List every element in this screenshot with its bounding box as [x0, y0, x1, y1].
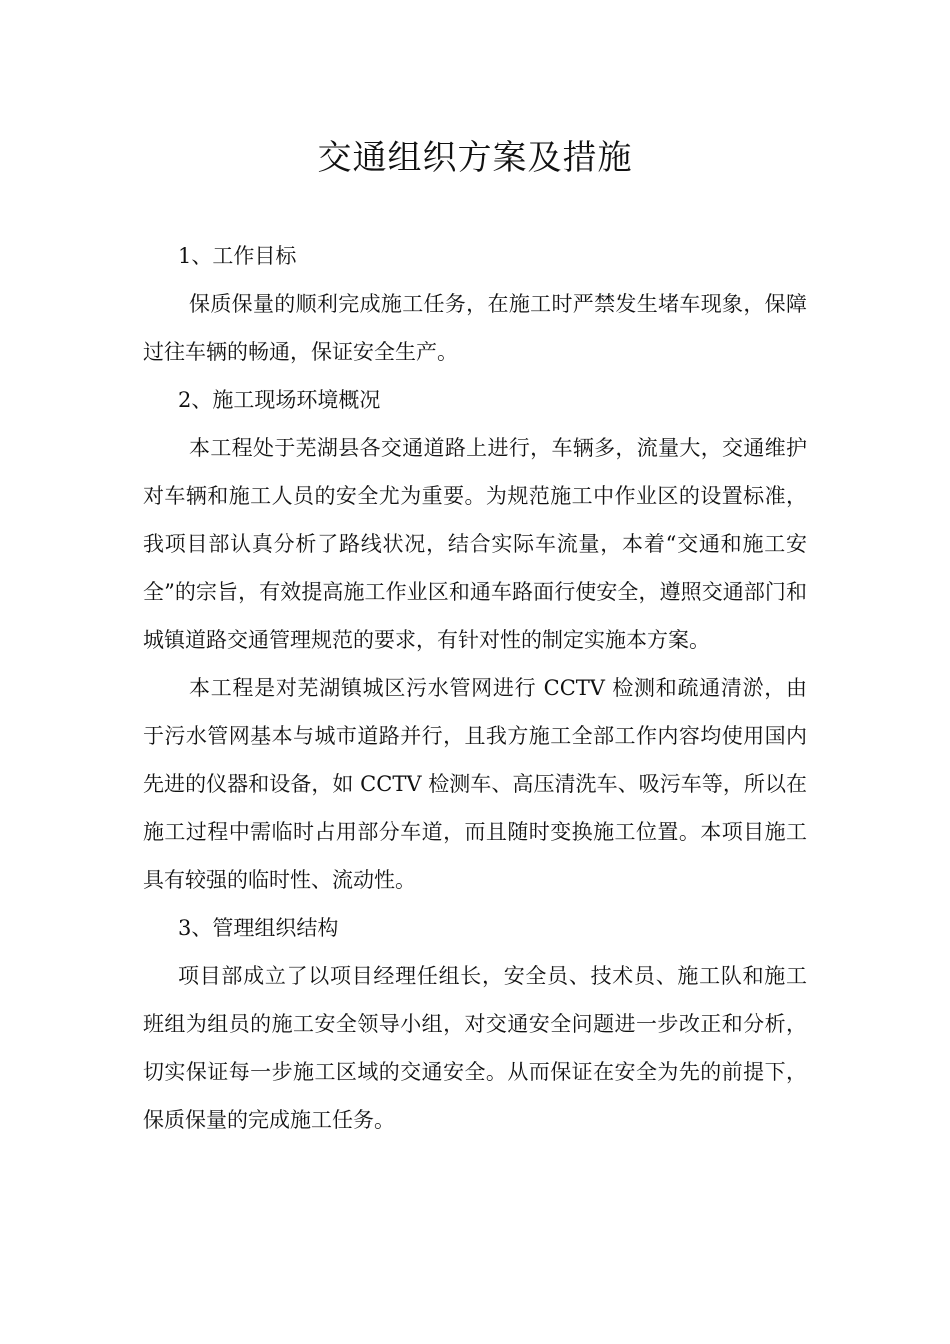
document-title: 交通组织方案及措施 [317, 138, 633, 178]
section-heading-work-goal: 1、工作目标 [178, 244, 297, 268]
paragraph-work-goal: 保质保量的顺利完成施工任务，在施工时严禁发生堵车现象，保障过往车辆的畅通，保证安全生产。 [143, 292, 807, 364]
paragraph-site-environment-2: 本工程是对芜湖镇城区污水管网进行 CCTV 检测和疏通清淤，由于污水管网基本与城市道路并行，且我方施工全部工作内容均使用国内先进的仪器和设备，如 CCTV 检测车、高压清洗车、吸污车等，所以在施工过程中需临时占用部分车道，而且随时变换施工位置。本项目施工具有较强的临时性、流动性。 [143, 676, 807, 892]
section-heading-management-structure: 3、管理组织结构 [178, 916, 339, 940]
document-body [143, 232, 807, 1144]
paragraph-management-structure: 项目部成立了以项目经理任组长，安全员、技术员、施工队和施工班组为组员的施工安全领导小组，对交通安全问题进一步改正和分析，切实保证每一步施工区域的交通安全。从而保证在安全为先的前提下，保质保量的完成施工任务。 [143, 964, 807, 1132]
paragraph-site-environment-1: 本工程处于芜湖县各交通道路上进行，车辆多，流量大，交通维护对车辆和施工人员的安全尤为重要。为规范施工中作业区的设置标准，我项目部认真分析了路线状况，结合实际车流量，本着“交通和施工安全”的宗旨，有效提高施工作业区和通车路面行使安全，遵照交通部门和城镇道路交通管理规范的要求，有针对性的制定实施本方案。 [143, 436, 807, 652]
section-heading-site-environment: 2、施工现场环境概况 [178, 388, 381, 412]
